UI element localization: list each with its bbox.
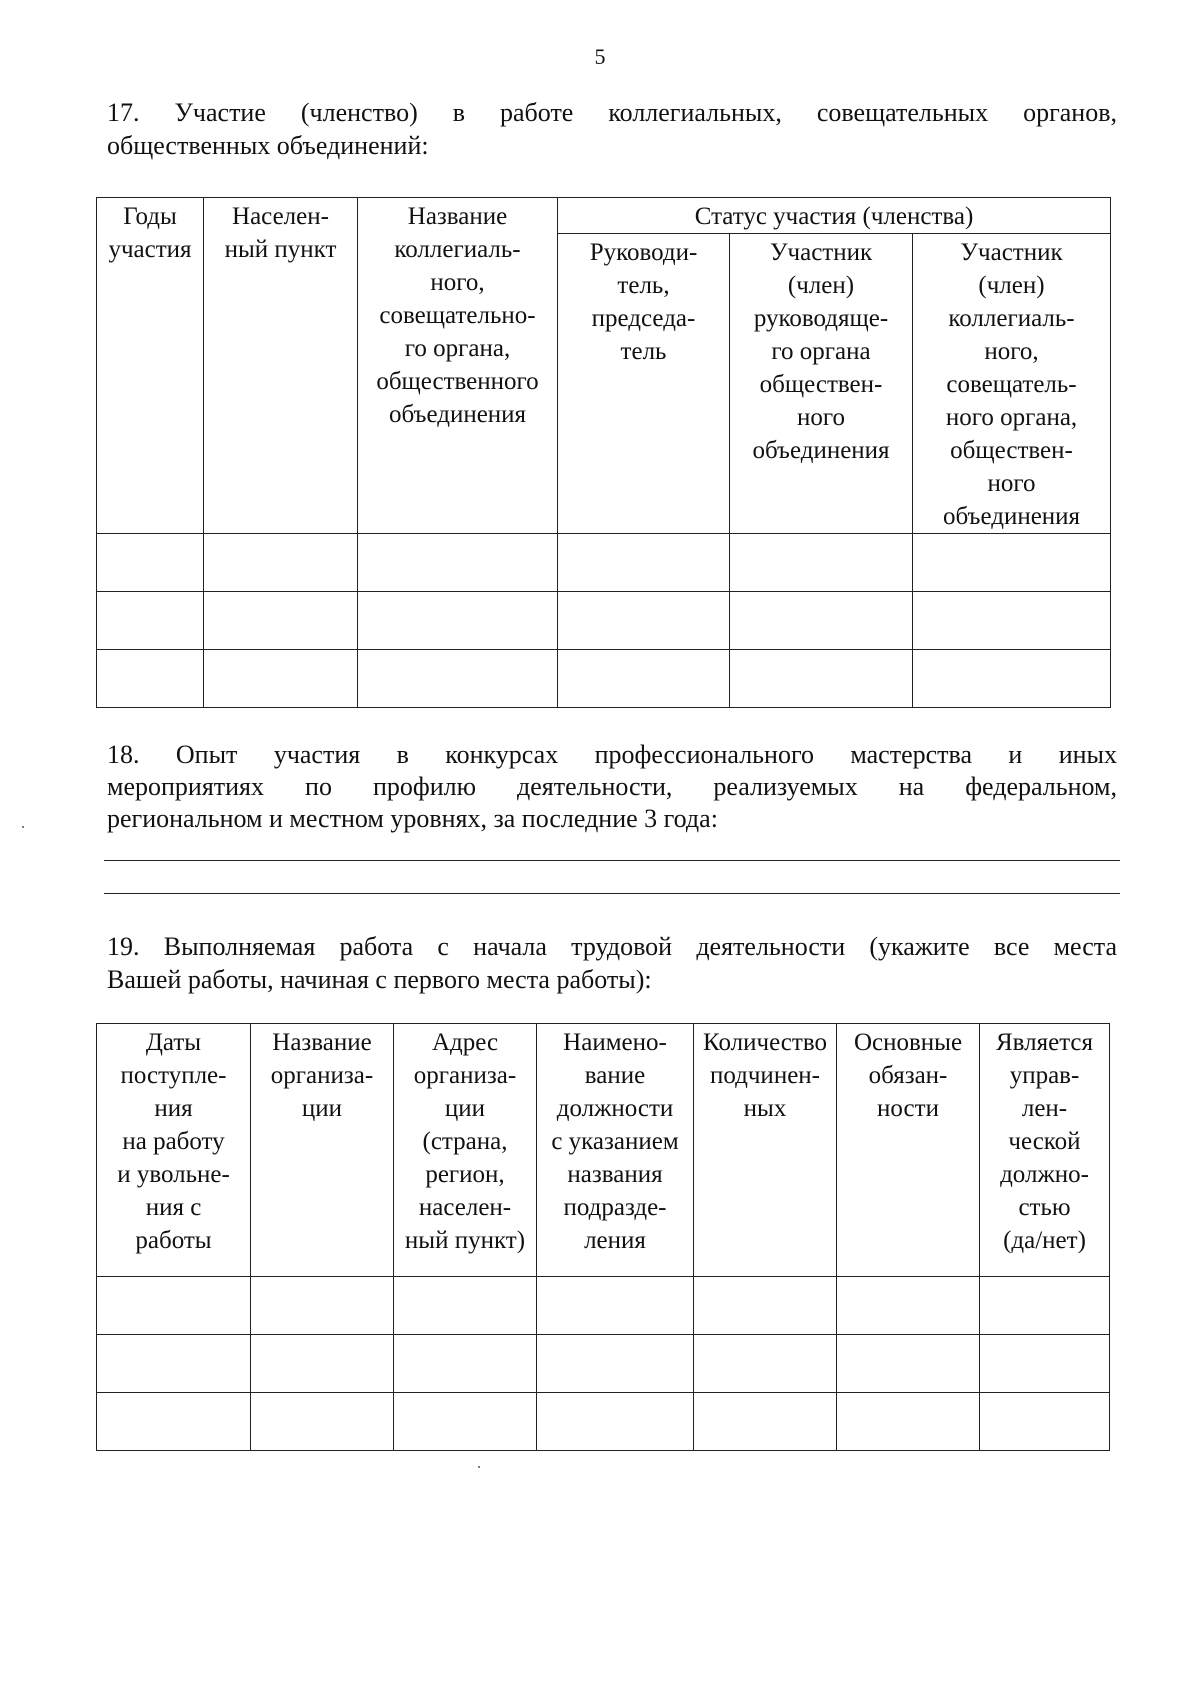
- page-number: 5: [594, 44, 606, 69]
- table-cell[interactable]: [694, 1277, 837, 1335]
- table-cell[interactable]: [694, 1393, 837, 1451]
- table-cell[interactable]: [394, 1277, 537, 1335]
- answer-line[interactable]: [104, 893, 1120, 894]
- table-cell[interactable]: [558, 650, 730, 708]
- section-19-title-line2: Вашей работы, начиная с первого места работы):: [107, 965, 652, 994]
- table-row: [97, 1335, 1110, 1393]
- section-17-title-line1: 17. Участие (членство) в работе коллегиальных, совещательных органов,: [107, 98, 1117, 127]
- table-cell[interactable]: [204, 650, 358, 708]
- table-cell[interactable]: [251, 1335, 394, 1393]
- header-locality: Населен- ный пункт: [204, 198, 358, 534]
- header-status-head: Руководи- тель, председа- тель: [558, 234, 730, 534]
- header-years: Годы участия: [97, 198, 204, 534]
- table-cell[interactable]: [358, 534, 558, 592]
- header-position: Наимено- вание должности с указанием названия подразде- ления: [537, 1024, 694, 1277]
- section-19-table: [96, 1023, 1110, 1451]
- table-cell[interactable]: [394, 1393, 537, 1451]
- table-row: [97, 1393, 1110, 1451]
- table-row: [97, 534, 1111, 592]
- table-cell[interactable]: [558, 592, 730, 650]
- table-cell[interactable]: [97, 1335, 251, 1393]
- table-cell[interactable]: [358, 592, 558, 650]
- table-cell[interactable]: [980, 1335, 1110, 1393]
- header-dates: Даты поступле- ния на работу и увольне- ния с работы: [97, 1024, 251, 1277]
- header-duties: Основные обязан- ности: [837, 1024, 980, 1277]
- table-cell[interactable]: [837, 1393, 980, 1451]
- table-cell[interactable]: [537, 1393, 694, 1451]
- table-cell[interactable]: [558, 534, 730, 592]
- table-cell[interactable]: [730, 650, 913, 708]
- table-cell[interactable]: [537, 1335, 694, 1393]
- table-cell[interactable]: [913, 592, 1111, 650]
- table-cell[interactable]: [913, 534, 1111, 592]
- table-cell[interactable]: [980, 1277, 1110, 1335]
- section-17-table: [96, 197, 1111, 708]
- table-cell[interactable]: [394, 1335, 537, 1393]
- table-cell[interactable]: [251, 1393, 394, 1451]
- header-body-name: Название коллегиаль- ного, совещательно- го органа, общественного объединения: [358, 198, 558, 534]
- table-cell[interactable]: [694, 1335, 837, 1393]
- table-cell[interactable]: [537, 1277, 694, 1335]
- table-cell[interactable]: [358, 650, 558, 708]
- table-row: [97, 592, 1111, 650]
- answer-line[interactable]: [104, 860, 1120, 861]
- header-managerial: Является управ- лен- ческой должно- стью (да/нет): [980, 1024, 1110, 1277]
- header-status-member-governing: Участник (член) руководяще- го органа обществен- ного объединения: [730, 234, 913, 534]
- table-cell[interactable]: [730, 592, 913, 650]
- scan-speck: [478, 1466, 480, 1468]
- section-18-line3: региональном и местном уровнях, за последние 3 года:: [107, 804, 718, 833]
- header-address: Адрес организа- ции (страна, регион, населен- ный пункт): [394, 1024, 537, 1277]
- table-cell[interactable]: [913, 650, 1111, 708]
- section-17-title-line2: общественных объединений:: [107, 131, 429, 160]
- table-cell[interactable]: [837, 1335, 980, 1393]
- table-cell[interactable]: [97, 534, 204, 592]
- header-status-member-collegial: Участник (член) коллегиаль- ного, совещатель- ного органа, обществен- ного объединения: [913, 234, 1111, 534]
- table-cell[interactable]: [251, 1277, 394, 1335]
- table-cell[interactable]: [97, 1393, 251, 1451]
- table-cell[interactable]: [204, 534, 358, 592]
- header-organization: Название организа- ции: [251, 1024, 394, 1277]
- section-18-line2: мероприятиях по профилю деятельности, реализуемых на федеральном,: [107, 772, 1117, 801]
- scan-speck: [22, 826, 24, 828]
- table-row: [97, 650, 1111, 708]
- section-18-line1: 18. Опыт участия в конкурсах профессионального мастерства и иных: [107, 740, 1117, 769]
- table-cell[interactable]: [730, 534, 913, 592]
- table-cell[interactable]: [204, 592, 358, 650]
- section-19-title-line1: 19. Выполняемая работа с начала трудовой деятельности (укажите все места: [107, 932, 1117, 961]
- header-status: Статус участия (членства): [558, 198, 1111, 234]
- table-cell[interactable]: [97, 1277, 251, 1335]
- header-subordinates: Количество подчинен- ных: [694, 1024, 837, 1277]
- table-row: [97, 1277, 1110, 1335]
- table-cell[interactable]: [97, 650, 204, 708]
- table-cell[interactable]: [980, 1393, 1110, 1451]
- table-cell[interactable]: [97, 592, 204, 650]
- table-cell[interactable]: [837, 1277, 980, 1335]
